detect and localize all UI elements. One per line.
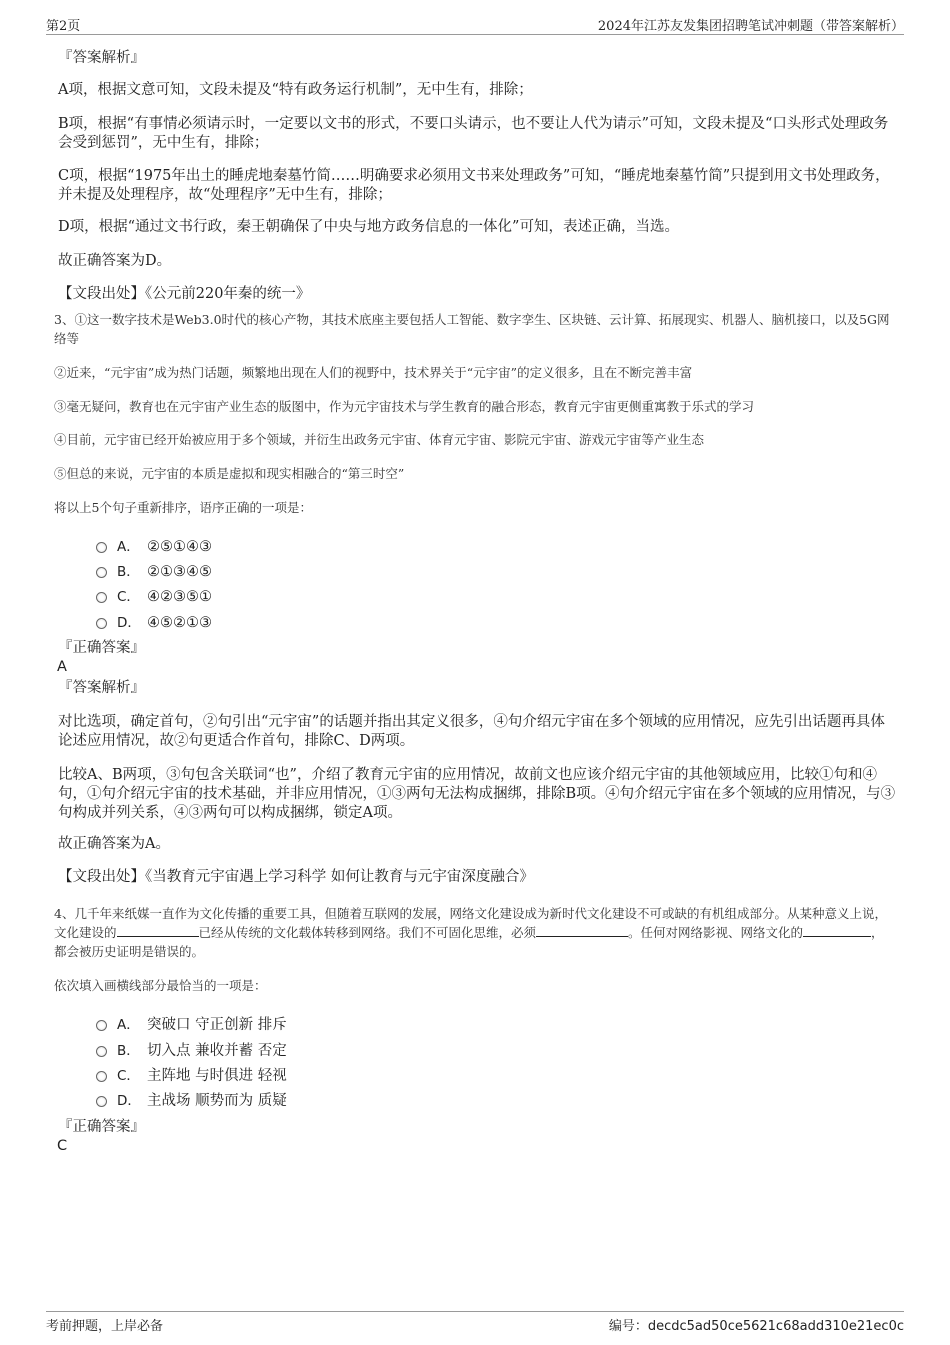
q3-source: 【文段出处】《当教育元宇宙遇上学习科学 如何让教育与元宇宙深度融合》 bbox=[58, 869, 534, 885]
q3-sentence-3: ③毫无疑问，教育也在元宇宙产业生态的版图中，作为元宇宙技术与学生教育的融合形态，教育元宇宙更侧重寓教于乐式的学习 bbox=[54, 399, 755, 414]
document-title: 2024年江苏友发集团招聘笔试冲刺题（带答案解析） bbox=[597, 19, 904, 34]
document-code: 编号：decdc5ad50ce5621c68add310e21ec0c bbox=[608, 1319, 904, 1334]
radio-icon[interactable] bbox=[96, 1071, 107, 1082]
footer-slogan: 考前押题，上岸必备 bbox=[46, 1319, 164, 1334]
page-footer bbox=[46, 1311, 904, 1336]
q3-analysis-para-1: 对比选项，确定首句，②句引出“元宇宙”的话题并指出其定义很多，④句介绍元宇宙在多个领域的应用情况，应先引出话题再具体论述应用情况，故②句更适合作首句，排除C、D两项。 bbox=[58, 714, 885, 749]
blank-3 bbox=[803, 924, 871, 937]
radio-icon[interactable] bbox=[96, 618, 107, 629]
q4-answer-label: 『正确答案』 bbox=[58, 1119, 145, 1135]
radio-icon[interactable] bbox=[96, 592, 107, 603]
page-header bbox=[46, 14, 904, 35]
q3-sentence-1: 3、①这一数字技术是Web3.0时代的核心产物，其技术底座主要包括人工智能、数字孪生、区块链、云计算、拓展现实、机器人、脑机接口，以及5G网络等 bbox=[54, 312, 890, 346]
q3-option-b[interactable]: B． ②①③④⑤ bbox=[96, 560, 212, 580]
q4-answer: C bbox=[57, 1138, 68, 1154]
page-number: 第2页 bbox=[46, 19, 81, 34]
q2-analysis-para-a: A项，根据文意可知，文段未提及“特有政务运行机制”，无中生有，排除； bbox=[58, 82, 533, 98]
blank-2 bbox=[536, 924, 628, 937]
q3-sentence-4: ④目前，元宇宙已经开始被应用于多个领域，并衍生出政务元宇宙、体育元宇宙、影院元宇宙、游戏元宇宙等产业生态 bbox=[54, 432, 705, 447]
q4-option-a[interactable]: A． 突破口 守正创新 排斥 bbox=[96, 1013, 287, 1033]
q2-analysis-label: 『答案解析』 bbox=[58, 50, 145, 66]
q3-option-a[interactable]: A． ②⑤①④③ bbox=[96, 535, 212, 555]
q4-prompt: 依次填入画横线部分最恰当的一项是： bbox=[54, 978, 267, 993]
q3-analysis-label: 『答案解析』 bbox=[58, 680, 145, 696]
q2-conclusion: 故正确答案为D。 bbox=[58, 253, 172, 269]
q4-option-c[interactable]: C． 主阵地 与时俱进 轻视 bbox=[96, 1064, 287, 1084]
q4-option-b[interactable]: B． 切入点 兼收并蓄 否定 bbox=[96, 1039, 287, 1059]
radio-icon[interactable] bbox=[96, 542, 107, 553]
radio-icon[interactable] bbox=[96, 1046, 107, 1057]
radio-icon[interactable] bbox=[96, 1096, 107, 1107]
radio-icon[interactable] bbox=[96, 567, 107, 578]
q3-prompt: 将以上5个句子重新排序，语序正确的一项是： bbox=[54, 500, 312, 515]
q3-sentence-5: ⑤但总的来说，元宇宙的本质是虚拟和现实相融合的“第三时空” bbox=[54, 466, 405, 481]
q3-answer: A bbox=[57, 659, 67, 675]
radio-icon[interactable] bbox=[96, 1020, 107, 1031]
q2-analysis-para-b: B项，根据“有事情必须请示时，一定要以文书的形式，不要口头请示，也不要让人代为请示”可知，文段未提及“口头形式处理政务会受到惩罚”，无中生有，排除； bbox=[58, 116, 889, 151]
q2-analysis-para-d: D项，根据“通过文书行政，秦王朝确保了中央与地方政务信息的一体化”可知，表述正确，当选。 bbox=[58, 219, 679, 235]
blank-1 bbox=[117, 924, 199, 937]
q3-sentence-2: ②近来，“元宇宙”成为热门话题，频繁地出现在人们的视野中，技术界关于“元宇宙”的定义很多，且在不断完善丰富 bbox=[54, 365, 693, 380]
q2-source: 【文段出处】《公元前220年秦的统一》 bbox=[58, 286, 311, 302]
q4-stem: 4、几千年来纸媒一直作为文化传播的重要工具，但随着互联网的发展，网络文化建设成为新时代文化建设不可或缺的有机组成部分。从某种意义上说，文化建设的 已经从传统的文化载体转移到网络。我们不可固化思维，必须 。任何对网络影视、网络文化的 ，都会被历史证明是错误的。 bbox=[54, 906, 887, 959]
q3-option-d[interactable]: D． ④⑤②①③ bbox=[96, 611, 212, 631]
q3-analysis-para-2: 比较A、B两项，③句包含关联词“也”，介绍了教育元宇宙的应用情况，故前文也应该介绍元宇宙的其他领域应用，比较①句和④句，①句介绍元宇宙的技术基础，并非应用情况，①③两句无法构成捆绑，排除B项。④句介绍元宇宙在多个领域的应用情况，与③句构成并列关系，④③两句可以构成捆绑，锁定A项。 bbox=[58, 767, 896, 821]
q3-option-c[interactable]: C． ④②③⑤① bbox=[96, 585, 212, 605]
q4-option-d[interactable]: D． 主战场 顺势而为 质疑 bbox=[96, 1089, 287, 1109]
q2-analysis-para-c: C项，根据“1975年出土的睡虎地秦墓竹简……明确要求必须用文书来处理政务”可知，“睡虎地秦墓竹简”只提到用文书处理政务，并未提及处理程序，故“处理程序”无中生有，排除； bbox=[58, 168, 890, 203]
q3-conclusion: 故正确答案为A。 bbox=[58, 836, 170, 852]
q3-answer-label: 『正确答案』 bbox=[58, 640, 145, 656]
